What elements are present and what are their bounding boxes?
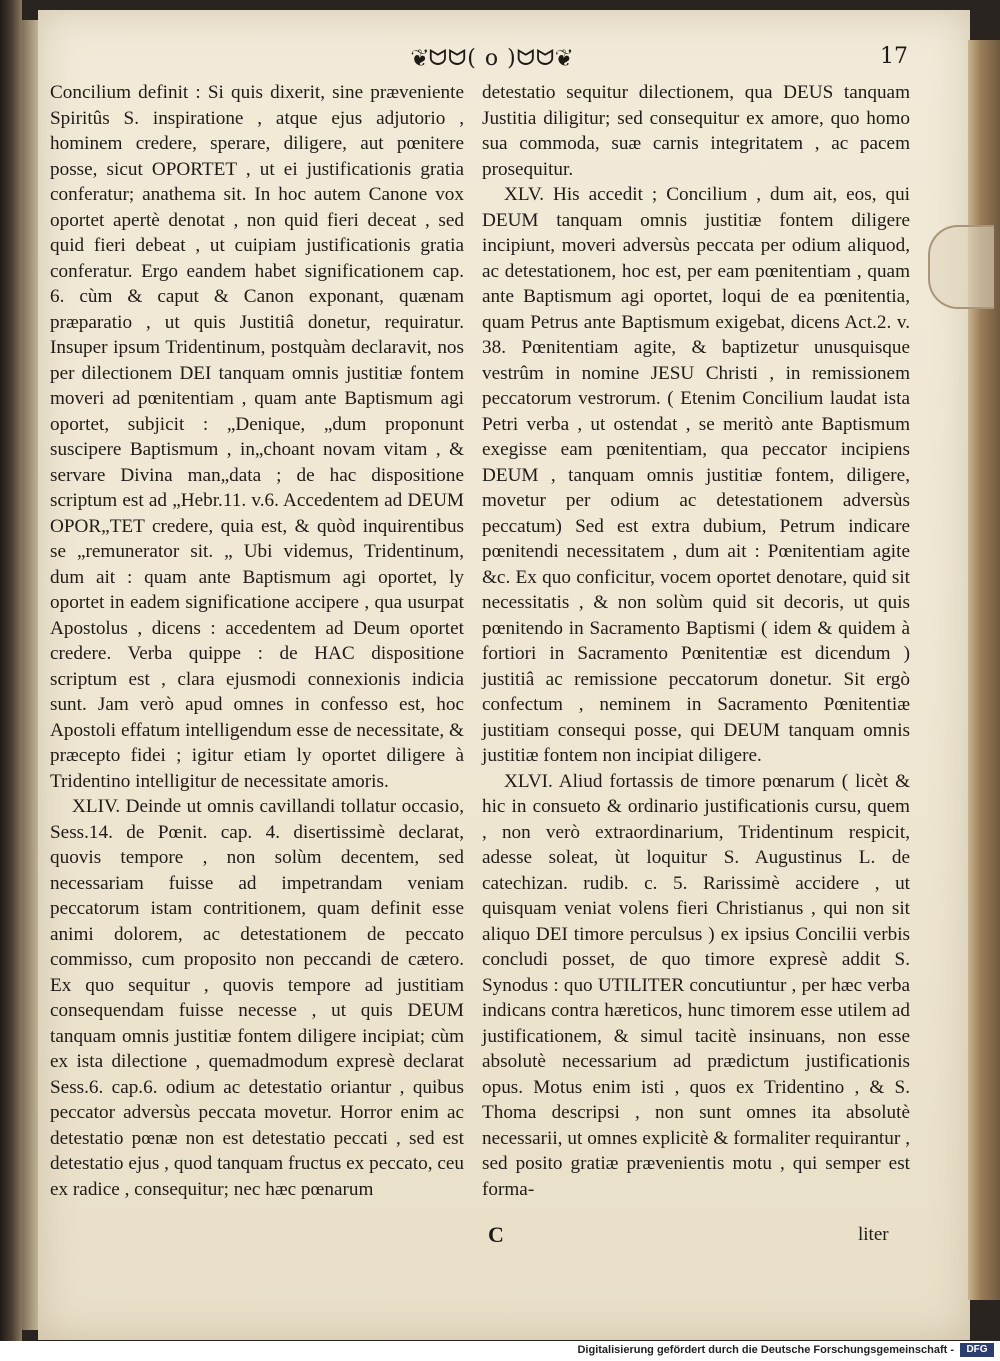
paragraph: Concilium definit : Si quis dixerit, sine præveniente Spiritûs S. inspiratione , atque ejus adjutorio , hominem credere, sperare, diligere, aut pœnitere posse, sicut OPORTET , ut ei justificationis gratia conferatur; anathema sit. In hoc autem Canone vox oportet apertè denotat , non quid fieri deceat , sed quid fieri debeat , ut cuipiam justificationis gratia conferatur. Ergo eandem habet significationem cap. 6. cùm & caput & Canon exponant, quænam præparatio , ut quis Justitiâ donetur, requiratur. Insuper ipsum Tridentinum, postquàm declaravit, nos per dilectionem DEI tanquam omnis justitiæ fontem moveri ad pœnitentiam , quam ante Baptismum agi oportet, subjicit : „Denique, „dum proponunt suscipere Baptismum , in„choant novam vitam , & servare Divina man„data ; de hac dispositione scriptum est ad „Hebr.11. v.6. Accedentem ad DEUM OPOR„TET credere, quia est, & quòd inquirentibus se „remunerator sit. „ Ubi videmus, Tridentinum, dum ait : quam ante Baptismum agi oportet, ly oportet in eadem significatione accipere , qua usurpat Apostolus , dicens : accedentem ad Deum oportet credere. Verba quippe : de HAC dispositione scriptum est , clara ejusmodi connexionis indicia sunt. Jam verò apud omnes in confesso est, hoc Apostoli effatum intelligendum esse de necessitate, & præcepto fidei ; igitur etiam ly oportet diligere à Tridentino intelligitur de necessitate amoris. bbox=[50, 82, 464, 792]
catchword: liter bbox=[858, 1224, 889, 1245]
paragraph-xlvi: XLVI. Aliud fortassis de timore pœnarum ( licèt & hic in consueto & ordinario justificationis cursu, quem , non verò extraordinarium, Tridentinum respicit, adesse soleat, ùt loquitur S. Augustinus L. de catechizan. rudib. c. 5. Rarissimè accidere , ut quisquam veniat volens fieri Christianus , qui non sit aliquo DEI timore perculsus ) ex ipsius Concilii verbis concludi posset, de quo timore expresè addit S. Synodus : quo UTILITER concutiuntur , per hæc verba indicans contra hæreticos, hunc timorem esse utilem ad justificationem, & simul tacitè insinuans, non esse absolutè necessarium ad prædictum justificationis opus. Motus enim isti , quos ex Tridentino , & S. Thoma descripsi , non sunt omnes ita absolutè necessarii, ut omnes explicitè & formaliter requirantur , sed posito gratiæ prævenientis motu , qui semper est forma- bbox=[482, 770, 910, 1200]
paragraph-xlv: XLV. His accedit ; Concilium , dum ait, eos, qui DEUM tanquam omnis justitiæ fontem diligere incipiunt, moveri adversùs peccata per odium aliquod, ac detestationem, hoc est, per eam pœnitentiam , quam ante Baptismum agi oportet, loqui de ea pœnitentia, quam Petrus ante Baptismum exigebat, dicens Act.2. v. 38. Pœnitentiam agite, & baptizetur unusquisque vestrûm in nomine JESU Christi , in remissionem peccatorum vestrorum. ( Etenim Concilium laudat ista Petri verba , ut ostendat , se meritò ante Baptismum exegisse eam pœnitentiam, qua peccator incipiens DEUM , tanquam omnis justitiæ fontem, diligere, movetur per odium ac detestationem adversùs peccatum) Sed est extra dubium, Petrum indicare pœnitendi necessitatem , dum ait : Pœnitentiam agite &c. Ex quo conficitur, vocem oportet denotare, quid sit necessitatis , & non solùm quid sit decoris, ut quis pœnitendo in Sacramento Baptismi ( idem & quidem à fortiori in Sacramento Pœnitentiæ est dicendum ) justitiâ ac remissione peccatorum donetur. Sit ergò confectum , neminem in Sacramento Pœnitentiæ justitiam consequi posse, qui DEUM tanquam omnis justitiæ fontem non incipiat diligere. bbox=[482, 184, 910, 766]
signature-mark: C bbox=[488, 1222, 504, 1247]
paragraph-xliv: XLIV. Deinde ut omnis cavillandi tollatur occasio, Sess.14. de Pœnit. cap. 4. disertissimè declarat, quovis tempore , non solùm decentem, sed necessariam fuisse ad impetrandam veniam peccatorum istam contritionem, quam definit esse animi dolorem, ac detestationem de peccato commisso, cum proposito non peccandi de cætero. Ex quo sequitur , quovis tempore ad justitiam consequendam fuisse necesse , ut quis DEUM tanquam omnis justitiæ fontem diligere incipiat; cùm ex ista dilectione , quemadmodum expresè declarat Sess.6. cap.6. odium ac detestatio oriantur , quibus peccator adversùs peccata movetur. Horror enim ac detestatio pœnæ non est detestatio peccati , sed est detestatio ejus , quod tanquam fructus ex peccato, ceu ex radice , consequitur; nec hæc pœnarum bbox=[50, 796, 464, 1200]
paragraph: detestatio sequitur dilectionem, qua DEUS tanquam Justitia diligitur; sed consequitur ex amore, quo homo sua commoda, suæ carnis integritatem , ac pacem prosequitur. bbox=[482, 82, 910, 180]
page-number: 17 bbox=[880, 44, 908, 69]
funding-credit: Digitalisierung gefördert durch die Deutsche Forschungsgemeinschaft - bbox=[577, 1344, 954, 1356]
dfg-logo: DFG bbox=[960, 1343, 994, 1357]
book-spine bbox=[0, 0, 22, 1361]
page-tab-shadow bbox=[928, 225, 994, 309]
left-text-column bbox=[50, 80, 464, 1202]
right-text-column bbox=[482, 80, 910, 1202]
running-head-ornament: ❦ᗢᗢ( o )ᗢᗢ❦ bbox=[411, 46, 573, 71]
